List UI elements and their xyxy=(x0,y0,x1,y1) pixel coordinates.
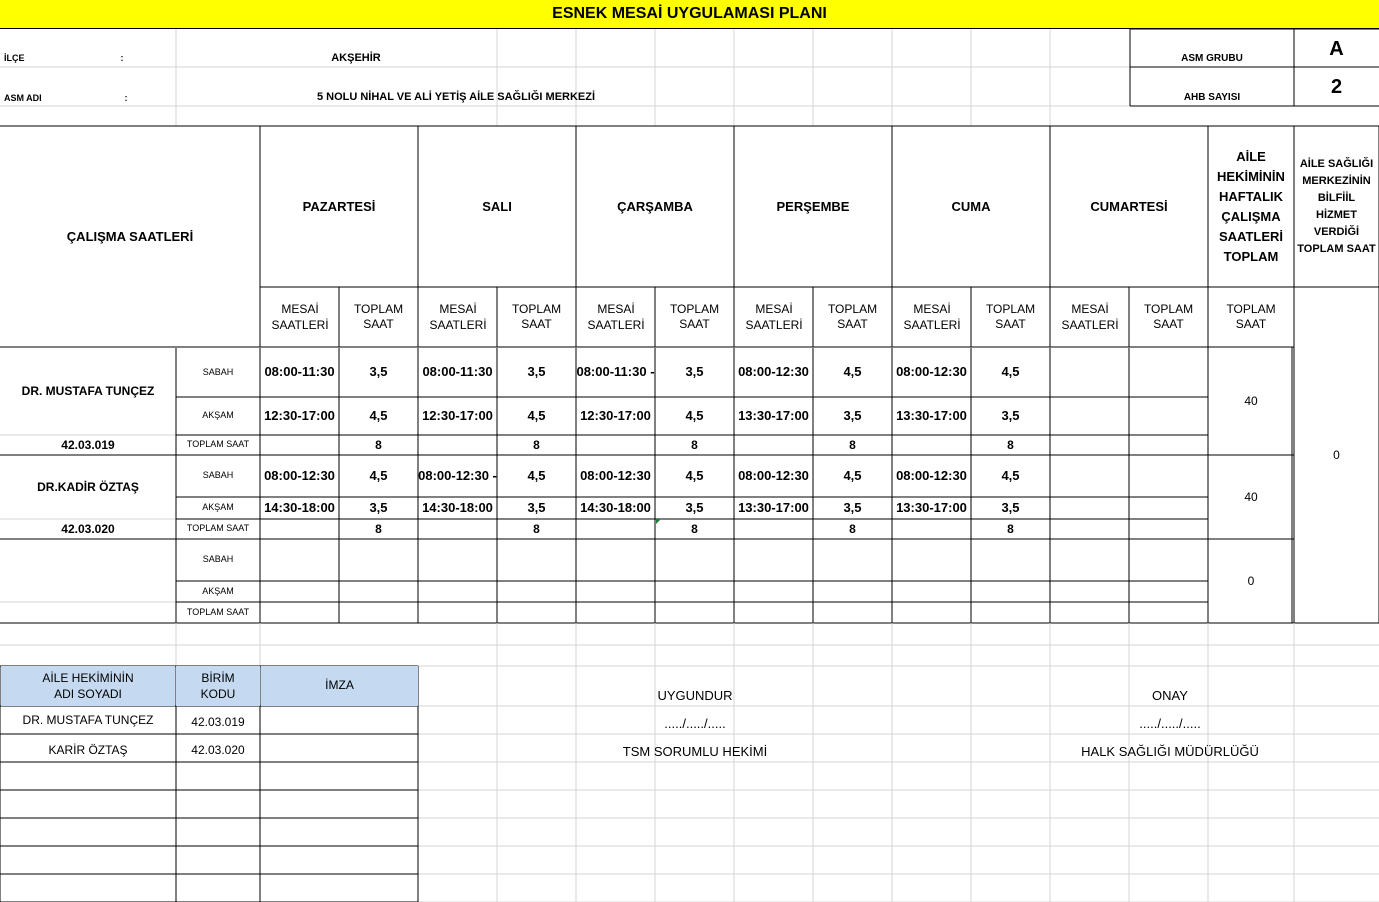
cell-fill-handle-icon[interactable] xyxy=(656,519,661,524)
shift-hours-cell: 13:30-17:00 xyxy=(896,407,967,423)
doctor-name: DR.KADİR ÖZTAŞ xyxy=(37,479,139,494)
signature-row-1-code: 42.03.019 xyxy=(191,714,245,729)
asm-adi-value: 5 NOLU NİHAL VE ALİ YETİŞ AİLE SAĞLIĞI MERKEZİ xyxy=(316,91,596,104)
onay-date: ...../...../..... xyxy=(1139,715,1201,731)
day-header-cuma: CUMA xyxy=(951,198,991,214)
shift-hours-cell xyxy=(1050,348,1129,397)
shift-hours-cell xyxy=(260,602,339,623)
shift-hours-cell xyxy=(576,539,655,581)
shift-hours-cell xyxy=(418,602,497,623)
shift-total-cell: 8 xyxy=(849,437,856,452)
shift-total-cell: 8 xyxy=(691,521,698,536)
shift-total-cell: 8 xyxy=(533,437,540,452)
shift-total-cell: 3,5 xyxy=(1001,407,1020,423)
shift-total-cell: 4,5 xyxy=(685,467,704,483)
shift-hours-cell: 13:30-17:00 xyxy=(738,407,809,423)
shift-total-cell: 8 xyxy=(1007,521,1014,536)
shift-hours-cell xyxy=(1050,602,1129,623)
mesai-header-per: MESAİ SAATLERİ xyxy=(745,302,803,332)
row-label-toplam: TOPLAM SAAT xyxy=(186,523,250,534)
shift-total-cell: 4,5 xyxy=(843,364,862,380)
day-header-carsamba: ÇARŞAMBA xyxy=(617,198,693,214)
shift-hours-cell xyxy=(1050,397,1129,435)
shift-hours-cell: 14:30-18:00 xyxy=(422,499,493,515)
asm-grubu-value: A xyxy=(1329,37,1344,60)
shift-hours-cell xyxy=(1050,497,1129,519)
shift-hours-cell: 14:30-18:00 xyxy=(264,499,335,515)
shift-hours-cell: 08:00-12:30 xyxy=(580,467,651,483)
asm-total-value: 0 xyxy=(1333,447,1340,462)
shift-hours-cell xyxy=(1050,435,1129,455)
signature-row-2-sign[interactable] xyxy=(261,735,418,761)
shift-total-cell xyxy=(1129,581,1208,602)
shift-total-cell xyxy=(971,581,1050,602)
row-label-sabah: SABAH xyxy=(202,366,234,377)
shift-hours-cell xyxy=(892,581,971,602)
mesai-header-cuma: MESAİ SAATLERİ xyxy=(903,302,961,332)
shift-total-cell xyxy=(1129,348,1208,397)
shift-hours-cell xyxy=(418,539,497,581)
shift-hours-cell xyxy=(734,539,813,581)
shift-total-cell: 3,5 xyxy=(527,364,546,380)
asm-adi-label: ASM ADI xyxy=(4,93,42,104)
mesai-header-pzt: MESAİ SAATLERİ xyxy=(271,302,329,332)
doctor-name xyxy=(0,539,176,602)
asm-grubu-label: ASM GRUBU xyxy=(1181,52,1243,64)
shift-hours-cell xyxy=(892,519,971,539)
shift-total-cell: 8 xyxy=(375,437,382,452)
shift-total-cell: 3,5 xyxy=(527,499,546,515)
shift-hours-cell: 13:30-17:00 xyxy=(896,499,967,515)
shift-hours-cell xyxy=(418,519,497,539)
shift-hours-cell: 12:30-17:00 xyxy=(422,407,493,423)
ilce-label: İLÇE xyxy=(4,53,25,64)
shift-total-cell xyxy=(813,602,892,623)
day-header-pazartesi: PAZARTESİ xyxy=(302,198,376,214)
ilce-value: AKŞEHİR xyxy=(331,52,381,65)
shift-hours-cell xyxy=(576,519,655,539)
shift-total-cell xyxy=(1129,539,1208,581)
signature-col-sign-header: İMZA xyxy=(261,666,418,706)
shift-hours-cell xyxy=(576,581,655,602)
signature-row-2-code: 42.03.020 xyxy=(191,742,245,757)
shift-hours-cell xyxy=(1050,519,1129,539)
tsm-label: TSM SORUMLU HEKİMİ xyxy=(622,743,768,759)
shift-hours-cell xyxy=(260,539,339,581)
page-title: ESNEK MESAİ UYGULAMASI PLANI xyxy=(552,5,827,22)
day-header-cumartesi: CUMARTESİ xyxy=(1090,198,1168,214)
signature-row-1-sign[interactable] xyxy=(261,707,418,733)
row-label-sabah: SABAH xyxy=(202,470,234,481)
shift-hours-cell xyxy=(892,539,971,581)
mesai-header-cmt: MESAİ SAATLERİ xyxy=(1061,302,1119,332)
toplam-header-sali: TOPLAM SAAT xyxy=(511,302,562,331)
row-label-aksam: AKŞAM xyxy=(202,410,234,421)
shift-total-cell: 3,5 xyxy=(843,499,862,515)
shift-total-cell: 3,5 xyxy=(369,499,388,515)
shift-total-cell xyxy=(497,602,576,623)
shift-hours-cell xyxy=(260,435,339,455)
doctor-weekly-total: 40 xyxy=(1244,394,1258,408)
shift-hours-cell xyxy=(418,581,497,602)
toplam-header-cmt: TOPLAM SAAT xyxy=(1143,302,1194,331)
shift-total-cell: 3,5 xyxy=(843,407,862,423)
shift-hours-cell: 14:30-18:00 xyxy=(580,499,651,515)
uygundur-date: ...../...../..... xyxy=(664,715,726,731)
shift-hours-cell xyxy=(734,519,813,539)
shift-hours-cell xyxy=(260,519,339,539)
shift-hours-cell: 08:00-12:30 xyxy=(738,364,809,380)
doctor-weekly-total: 0 xyxy=(1247,573,1255,588)
toplam-header-pzt: TOPLAM SAAT xyxy=(353,302,404,331)
shift-hours-cell: 08:00-12:30 - xyxy=(418,467,497,483)
weekly-total-subheader: TOPLAM SAAT xyxy=(1226,302,1276,331)
shift-hours-cell: 12:30-17:00 xyxy=(580,407,651,423)
shift-hours-cell: 08:00-12:30 xyxy=(264,467,335,483)
hsm-label: HALK SAĞLIĞI MÜDÜRLÜĞÜ xyxy=(1081,743,1259,759)
doctor-unit-code xyxy=(0,602,176,623)
shift-total-cell xyxy=(813,539,892,581)
shift-total-cell xyxy=(339,539,418,581)
shift-hours-cell xyxy=(1050,455,1129,497)
shift-total-cell: 4,5 xyxy=(527,467,546,483)
shift-total-cell xyxy=(1129,397,1208,435)
shift-total-cell xyxy=(497,539,576,581)
doctor-weekly-total: 40 xyxy=(1244,489,1258,504)
ahb-sayisi-value: 2 xyxy=(1330,75,1343,98)
row-label-sabah: SABAH xyxy=(202,554,234,565)
shift-total-cell xyxy=(497,581,576,602)
doctor-unit-code: 42.03.019 xyxy=(61,437,115,452)
shift-total-cell: 4,5 xyxy=(685,407,704,423)
shift-hours-cell xyxy=(734,602,813,623)
shift-total-cell xyxy=(971,539,1050,581)
shift-hours-cell xyxy=(892,435,971,455)
shift-hours-cell xyxy=(734,581,813,602)
shift-total-cell: 8 xyxy=(1007,437,1014,452)
title-bar xyxy=(0,0,1379,29)
mesai-header-car: MESAİ SAATLERİ xyxy=(587,302,645,332)
shift-hours-cell xyxy=(892,602,971,623)
shift-total-cell xyxy=(1129,602,1208,623)
shift-hours-cell xyxy=(1050,581,1129,602)
shift-total-cell xyxy=(1129,519,1208,539)
shift-total-cell xyxy=(339,581,418,602)
shift-total-cell xyxy=(1129,497,1208,519)
asm-adi-colon: : xyxy=(124,93,128,104)
ahb-sayisi-label: AHB SAYISI xyxy=(1183,91,1241,103)
shift-total-cell xyxy=(655,539,734,581)
signature-row-1-name: DR. MUSTAFA TUNÇEZ xyxy=(22,712,154,727)
shift-total-cell: 8 xyxy=(849,521,856,536)
shift-total-cell: 4,5 xyxy=(527,407,546,423)
shift-hours-cell xyxy=(260,581,339,602)
shift-total-cell: 8 xyxy=(533,521,540,536)
shift-total-cell xyxy=(339,602,418,623)
toplam-header-per: TOPLAM SAAT xyxy=(827,302,878,331)
shift-hours-cell xyxy=(1050,539,1129,581)
shift-total-cell xyxy=(1129,435,1208,455)
shift-hours-cell: 08:00-11:30 xyxy=(264,364,335,380)
row-label-toplam: TOPLAM SAAT xyxy=(186,606,250,617)
toplam-header-cuma: TOPLAM SAAT xyxy=(985,302,1036,331)
row-label-aksam: AKŞAM xyxy=(202,585,234,596)
doctor-unit-code: 42.03.020 xyxy=(61,521,115,536)
shift-total-cell: 4,5 xyxy=(369,407,388,423)
asm-total-header: AİLE SAĞLIĞI MERKEZİNİN BİLFİİL HİZMET VERDİĞİ TOPLAM SAAT xyxy=(1297,158,1376,255)
signature-col-name-header: AİLE HEKİMİNİN ADI SOYADI xyxy=(1,666,175,706)
row-label-toplam: TOPLAM SAAT xyxy=(186,439,250,450)
day-header-persembe: PERŞEMBE xyxy=(776,198,850,214)
shift-total-cell: 4,5 xyxy=(843,467,862,483)
toplam-header-car: TOPLAM SAAT xyxy=(669,302,720,331)
shift-hours-cell: 08:00-12:30 xyxy=(896,364,967,380)
onay-label: ONAY xyxy=(1152,687,1188,703)
mesai-header-sali: MESAİ SAATLERİ xyxy=(429,302,487,332)
shift-total-cell: 4,5 xyxy=(1001,364,1020,380)
shift-hours-cell: 12:30-17:00 xyxy=(264,407,335,423)
ilce-colon: : xyxy=(120,53,124,64)
shift-total-cell xyxy=(655,602,734,623)
shift-hours-cell xyxy=(734,435,813,455)
uygundur-label: UYGUNDUR xyxy=(657,687,733,703)
shift-total-cell: 3,5 xyxy=(685,499,704,515)
shift-total-cell: 8 xyxy=(691,437,698,452)
shift-hours-cell xyxy=(576,435,655,455)
shift-total-cell xyxy=(813,581,892,602)
shift-hours-cell: 08:00-11:30 - xyxy=(576,364,655,380)
shift-total-cell: 4,5 xyxy=(1001,467,1020,483)
signature-col-code-header: BİRİM KODU xyxy=(176,666,260,706)
shift-hours-cell: 08:00-12:30 xyxy=(896,467,967,483)
shift-total-cell xyxy=(971,602,1050,623)
shift-total-cell: 3,5 xyxy=(369,364,388,380)
calisma-saatleri-header: ÇALIŞMA SAATLERİ xyxy=(66,228,194,244)
shift-hours-cell: 08:00-11:30 xyxy=(422,364,493,380)
shift-total-cell xyxy=(1129,455,1208,497)
weekly-total-header: AİLE HEKİMİNİN HAFTALIK ÇALIŞMA SAATLERİ TOPLAM xyxy=(1217,149,1285,264)
doctor-name: DR. MUSTAFA TUNÇEZ xyxy=(21,384,155,398)
row-label-aksam: AKŞAM xyxy=(202,502,234,513)
shift-total-cell: 3,5 xyxy=(685,364,704,380)
shift-total-cell: 4,5 xyxy=(369,467,388,483)
shift-hours-cell: 13:30-17:00 xyxy=(738,499,809,515)
shift-total-cell: 3,5 xyxy=(1001,499,1020,515)
shift-hours-cell: 08:00-12:30 xyxy=(738,467,809,483)
shift-hours-cell xyxy=(418,435,497,455)
shift-hours-cell xyxy=(576,602,655,623)
shift-total-cell xyxy=(655,581,734,602)
shift-total-cell: 8 xyxy=(375,521,382,536)
signature-row-2-name: KARİR ÖZTAŞ xyxy=(48,742,128,757)
day-header-sali: SALI xyxy=(482,198,512,214)
